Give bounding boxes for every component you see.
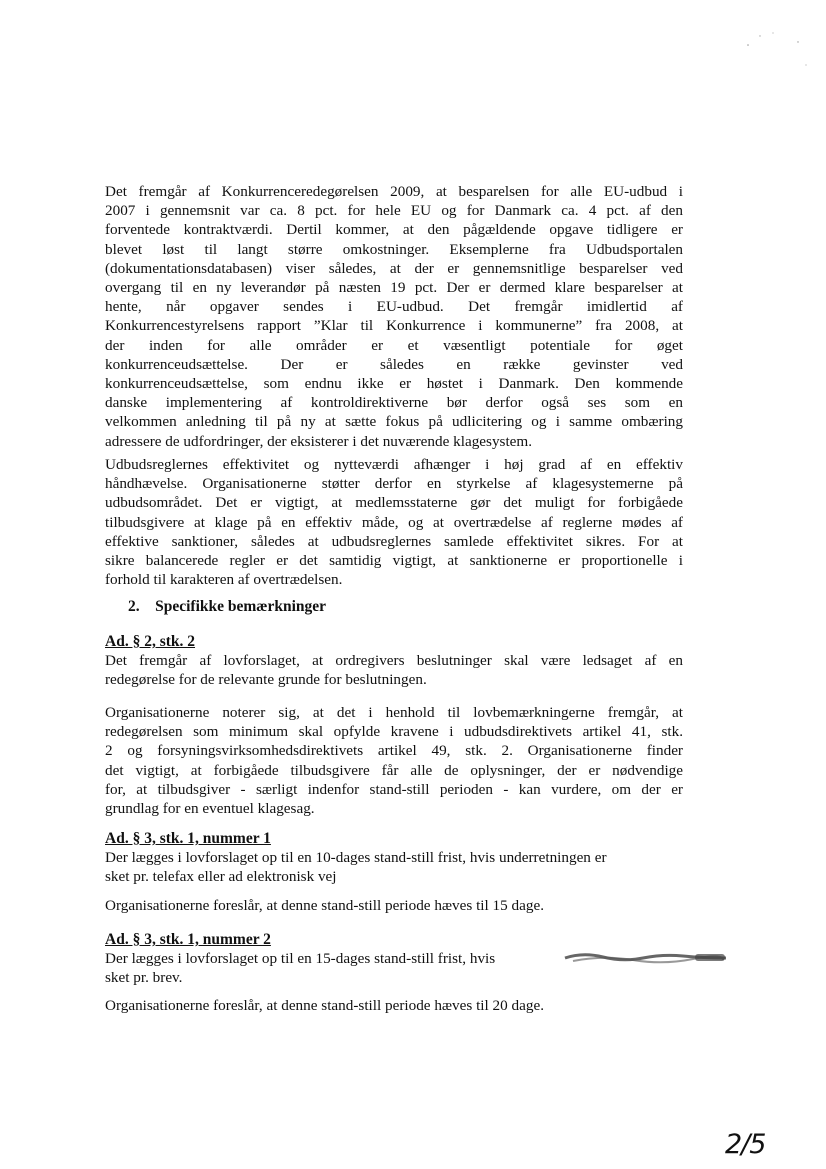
text-line: Organisationerne noterer sig, at det i henhold til lovbemærkningerne fremgår, at	[105, 704, 683, 721]
text-line: Det fremgår af lovforslaget, at ordregivers beslutninger skal være ledsaget af en	[105, 652, 683, 670]
text-line: adressere de udfordringer, der eksisterer i det nuværende klagesystem.	[105, 432, 533, 450]
text-line: håndhævelse. Organisationerne støtter derfor en styrkelse af klagesystemerne på	[105, 475, 683, 493]
section-heading: 2. Specifikke bemærkninger	[128, 598, 327, 615]
text-line: 2007 i gennemsnit var ca. 8 pct. for hele EU og for Danmark ca. 4 pct. af den	[105, 202, 683, 220]
text-line: sket pr. telefax eller ad elektronisk vej	[105, 868, 337, 886]
subsection-title: Ad. § 3, stk. 1, nummer 1	[105, 830, 271, 847]
scan-specks	[740, 30, 810, 70]
text-line: overgang til en ny leverandør på næsten 19 pct. Der er dermed klare besparelser at	[105, 279, 683, 297]
paragraph-savings	[105, 182, 683, 451]
text-line: forhold til karakteren af overtrædelsen.	[105, 571, 343, 589]
text-line: Organisationerne foreslår, at denne stand-still periode hæves til 15 dage.	[105, 897, 544, 914]
text-line: der inden for alle områder er et væsentligt potentiale for øget	[105, 336, 683, 354]
text-line: Der lægges i lovforslaget op til en 10-dages stand-still frist, hvis underretningen er	[105, 849, 607, 867]
text-line: forventede kontraktværdi. Dertil kommer, at den pågældende opgave tidligere er	[105, 221, 683, 239]
paragraph-notes	[105, 703, 683, 818]
text-line: konkurrenceudsættelse, som endnu ikke er høstet i Danmark. Den kommende	[105, 375, 683, 393]
page-number: 2/5	[725, 1129, 766, 1160]
proposal-15-days	[105, 896, 683, 915]
subsection-2-2	[105, 632, 683, 690]
text-line: sket pr. brev.	[105, 969, 183, 987]
proposal-20-days	[105, 996, 683, 1015]
paragraph-enforcement	[105, 455, 683, 589]
text-line: (dokumentationsdatabasen) viser således, at der er gennemsnitlige besparelser ved	[105, 259, 683, 277]
text-line: Konkurrencestyrelsens rapport ”Klar til Konkurrence i kommunerne” fra 2008, at	[105, 317, 683, 335]
text-line: effektive sanktioner, således at udbudsreglernes samlede effektivitet sikres. For at	[105, 532, 683, 550]
subsection-title: Ad. § 2, stk. 2	[105, 633, 196, 650]
text-line: Organisationerne foreslår, at denne stand-still periode hæves til 20 dage.	[105, 997, 544, 1014]
smudged-text-mark	[563, 950, 728, 964]
text-line: tilbudsgivere at klage på en effektiv måde, og at overtrædelse af reglerne mødes af	[105, 513, 683, 531]
text-line: redegørelsen som minimum skal opfylde kravene i udbudsdirektivets artikel 41, stk.	[105, 723, 683, 741]
subsection-3-1-1	[105, 829, 683, 887]
text-line: sikre balancerede regler er det samtidig vigtigt, at sanktionerne er proportionelle i	[105, 552, 683, 570]
text-line: konkurrenceudsættelse. Der er således en række gevinster ved	[105, 355, 683, 373]
text-line: for, at tilbudsgiver - særligt indenfor stand-still perioden - kan vurdere, om der er	[105, 780, 683, 798]
text-line: blevet løst til langt større omkostninger. Eksemplerne fra Udbudsportalen	[105, 240, 683, 258]
text-line: Der lægges i lovforslaget op til en 15-dages stand-still frist, hvis	[105, 950, 496, 968]
text-line: grundlag for en eventuel klagesag.	[105, 800, 315, 818]
text-line: danske implementering af kontroldirektiverne bør derfor også ses som en	[105, 394, 683, 412]
text-line: redegørelse for de relevante grunde for beslutningen.	[105, 671, 427, 689]
subsection-title: Ad. § 3, stk. 1, nummer 2	[105, 931, 271, 948]
text-line: Udbudsreglernes effektivitet og nytteværdi afhænger i høj grad af en effektiv	[105, 456, 683, 473]
text-line: det vigtigt, at forbigåede tilbudsgivere får alle de oplysninger, der er nødvendige	[105, 761, 683, 779]
text-line: 2 og forsyningsvirksomhedsdirektivets artikel 49, stk. 2. Organisationerne finder	[105, 742, 683, 760]
text-line: udbudsområdet. Det er vigtigt, at medlemsstaterne gør det muligt for forbigåede	[105, 494, 683, 512]
text-line: Det fremgår af Konkurrenceredegørelsen 2009, at besparelsen for alle EU-udbud i	[105, 183, 683, 200]
text-line: velkommen anledning til på ny at sætte fokus på udlicitering og i samme ombæring	[105, 413, 683, 431]
text-line: hente, når opgaver sendes i EU-udbud. Det fremgår imidlertid af	[105, 298, 683, 316]
